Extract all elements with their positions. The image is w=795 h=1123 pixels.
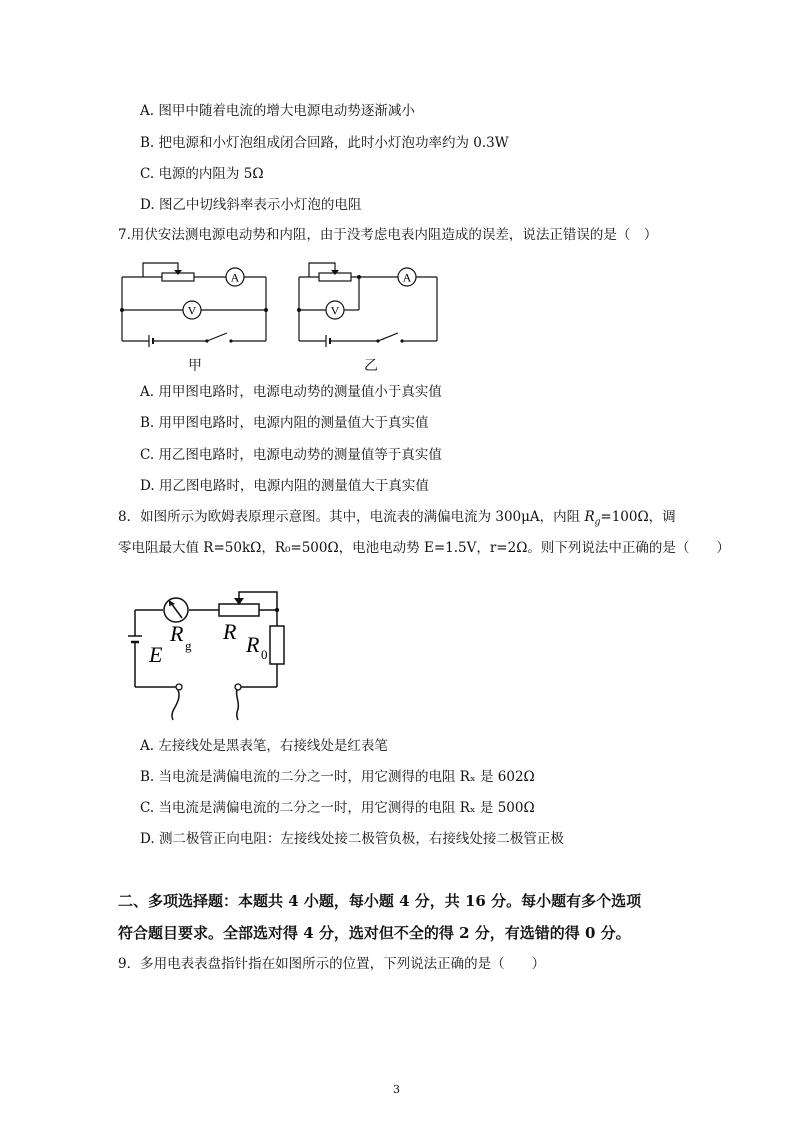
q8-option-b: B. 当电流是满偏电流的二分之一时，用它测得的电阻 Rₓ 是 602Ω (140, 769, 535, 785)
ohmmeter-circuit-diagram (122, 590, 297, 722)
q9-stem: 9．多用电表表盘指针指在如图所示的位置，下列说法正确的是（ ） (118, 956, 546, 972)
q8-stem-line2: 零电阻最大值 R=50kΩ，R₀=500Ω，电池电动势 E=1.5V，r=2Ω。则下列说法中正确的是（ ） (118, 540, 730, 556)
fig-yi-caption: 乙 (364, 358, 378, 374)
ammeter-label: A (230, 270, 240, 285)
voltmeter-label: V (330, 303, 340, 318)
q6-option-b: B. 把电源和小灯泡组成闭合回路，此时小灯泡功率约为 0.3W (140, 135, 509, 151)
q6-option-d: D. 图乙中切线斜率表示小灯泡的电阻 (140, 197, 362, 213)
r0-label: R (246, 632, 260, 657)
fig-jia-caption: 甲 (188, 358, 202, 374)
ammeter-label: A (402, 270, 412, 285)
q6-option-c: C. 电源的内阻为 5Ω (140, 166, 264, 182)
battery-emf-label: E (149, 642, 163, 667)
voltmeter-label: V (187, 303, 197, 318)
q7-option-a: A. 用甲图电路时，电源电动势的测量值小于真实值 (140, 384, 442, 400)
q7-stem: 7.用伏安法测电源电动势和内阻，由于没考虑电表内阻造成的误差，说法正错误的是（ ） (118, 227, 658, 243)
q7-option-b: B. 用甲图电路时，电源内阻的测量值大于真实值 (140, 415, 429, 431)
galvanometer-resistance-label: R (170, 621, 184, 646)
q7-option-c: C. 用乙图电路时，电源电动势的测量值等于真实值 (140, 447, 442, 463)
q6-option-a: A. 图甲中随着电流的增大电源电动势逐渐减小 (140, 103, 415, 119)
section2-heading-line2: 符合题目要求。全部选对得 4 分，选对但不全的得 2 分，有选错的得 0 分。 (118, 924, 631, 942)
q7-option-d: D. 用乙图电路时，电源内阻的测量值大于真实值 (140, 478, 429, 494)
galvanometer-resistance-subscript: g (185, 638, 192, 653)
circuit-jia-diagram (115, 255, 275, 355)
q8-option-c: C. 当电流是满偏电流的二分之一时，用它测得的电阻 Rₓ 是 500Ω (140, 800, 535, 816)
q8-stem-line1: 8．如图所示为欧姆表原理示意图。其中，电流表的满偏电流为 300μA，内阻 $R_g=100\Omega$，调 (118, 509, 676, 528)
page-number: 3 (393, 1083, 400, 1096)
r0-subscript: 0 (261, 647, 268, 662)
q8-option-d: D. 测二极管正向电阻：左接线处接二极管负极，右接线处接二极管正极 (140, 831, 564, 847)
section2-heading-line1: 二、多项选择题：本题共 4 小题，每小题 4 分，共 16 分。每小题有多个选项 (118, 892, 642, 910)
circuit-yi-diagram (292, 255, 452, 355)
rheostat-label: R (223, 619, 237, 644)
q8-option-a: A. 左接线处是黑表笔，右接线处是红表笔 (140, 738, 388, 754)
